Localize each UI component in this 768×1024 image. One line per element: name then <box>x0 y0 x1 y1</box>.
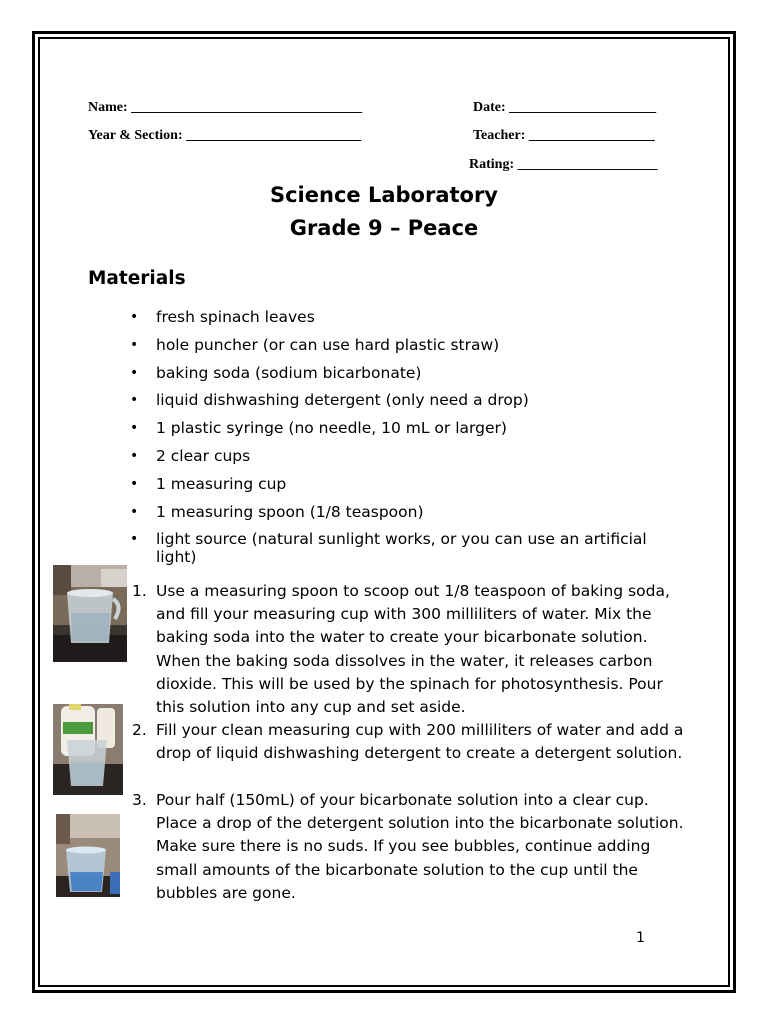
page-number: 1 <box>636 930 645 946</box>
measuring-cup-photo <box>53 565 127 662</box>
document-title: Science Laboratory <box>269 183 499 207</box>
bullet-icon: • <box>130 531 139 548</box>
step-text: Use a measuring spoon to scoop out 1/8 teaspoon of baking soda, and fill your measuring cup with 300 milliliters of water. Mix the baking soda into the water to create your bicarbonate solution. When the baking soda dissolves in the water, it releases carbon dioxide. This will be used by the spinach for photosynthesis. Pour this solution into any cup and set aside. <box>156 582 670 717</box>
bullet-icon: • <box>130 475 139 492</box>
step-number: 1. <box>132 582 147 600</box>
year-section-field: Year & Section: _________________________ <box>88 128 362 143</box>
materials-list <box>130 308 690 576</box>
clear-cup-photo <box>56 814 120 897</box>
name-field: Name: _________________________________ <box>88 100 363 115</box>
list-item: • fresh spinach leaves <box>130 308 315 326</box>
step-number: 2. <box>132 721 147 739</box>
document-subtitle: Grade 9 – Peace <box>289 216 479 240</box>
list-item: • baking soda (sodium bicarbonate) <box>130 363 422 382</box>
list-item: • light source (natural sunlight works, or you can use an artificial light) <box>130 530 647 567</box>
bullet-icon: • <box>130 336 139 353</box>
bullet-icon: • <box>130 392 139 409</box>
bullet-icon: • <box>130 503 139 520</box>
list-item: • 1 measuring cup <box>130 474 287 493</box>
list-item: • 1 plastic syringe (no needle, 10 mL or larger) <box>130 419 507 438</box>
list-item: • 2 clear cups <box>130 446 251 465</box>
step-text: Fill your clean measuring cup with 200 milliliters of water and add a drop of liquid dishwashing detergent to create a detergent solution. <box>156 721 684 763</box>
teacher-field: Teacher: __________________ <box>473 128 655 143</box>
bullet-icon: • <box>130 364 139 381</box>
bullet-icon: • <box>130 447 139 464</box>
materials-heading: Materials <box>88 268 186 289</box>
bullet-icon: • <box>130 309 139 325</box>
step-2 <box>132 719 692 765</box>
step-number: 3. <box>132 791 147 809</box>
detergent-photo <box>53 704 123 795</box>
list-item: • 1 measuring spoon (1/8 teaspoon) <box>130 502 424 521</box>
step-1 <box>132 580 692 719</box>
bullet-icon: • <box>130 420 139 437</box>
step-3 <box>132 789 692 905</box>
date-field: Date: _____________________ <box>473 100 657 115</box>
list-item: • hole puncher (or can use hard plastic straw) <box>130 335 500 354</box>
list-item: • liquid dishwashing detergent (only need a drop) <box>130 391 529 410</box>
step-text: Pour half (150mL) of your bicarbonate solution into a clear cup. Place a drop of the detergent solution into the bicarbonate solution. Make sure there is no suds. If you see bubbles, continue adding small amounts of the bicarbonate solution to the cup until the bubbles are gone. <box>156 791 684 902</box>
rating-field: Rating: ____________________ <box>469 157 658 172</box>
